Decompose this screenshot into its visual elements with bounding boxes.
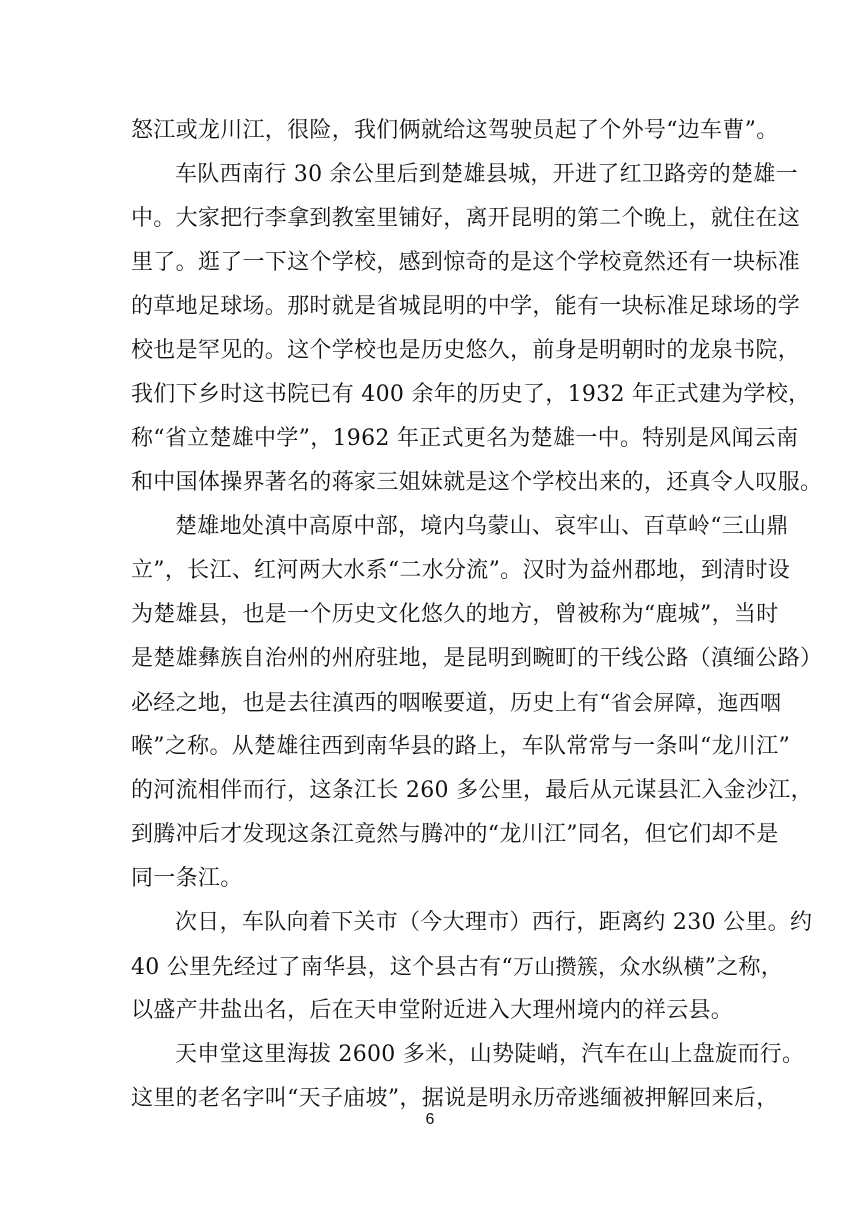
page-number: 6 <box>425 1111 435 1128</box>
quoted-text: 省会屏障，迤西咽 <box>610 691 782 715</box>
text-line: 是楚雄彝族自治州的州府驻地，是昆明到畹町的干线公路（滇缅公路） <box>131 646 823 671</box>
text-line: 立”，长江、红河两大水系“二水分流”。汉时为益州郡地，到清时设 <box>131 558 791 583</box>
text-line: 喉”之称。从楚雄往西到南华县的路上，车队常常与一条叫“龙川江” <box>131 734 791 759</box>
paragraph-start: 天申堂这里海拔 2600 多米，山势陡峭，汽车在山上盘旋而行。 <box>175 1042 805 1067</box>
paragraph-start: 车队西南行 30 余公里后到楚雄县城，开进了红卫路旁的楚雄一 <box>175 162 798 187</box>
text-line <box>131 683 782 723</box>
text-line: 这里的老名字叫“天子庙坡”，据说是明永历帝逃缅被押解回来后， <box>131 1086 779 1111</box>
text-line: 和中国体操界著名的蒋家三姐妹就是这个学校出来的，还真令人叹服。 <box>131 470 823 495</box>
quoted-text: 万山攒簇，众水纵横 <box>512 955 705 979</box>
text-line <box>131 947 784 987</box>
text-segment: 必经之地，也是去往滇西的咽喉要道，历史上有“ <box>131 691 611 716</box>
text-line: 我们下乡时这书院已有 400 余年的历史了，1932 年正式建为学校， <box>131 382 811 407</box>
text-line: 到腾冲后才发现这条江竟然与腾冲的“龙川江”同名，但它们却不是 <box>131 822 779 847</box>
text-line: 里了。逛了一下这个学校，感到惊奇的是这个学校竟然还有一块标准 <box>131 250 801 275</box>
paragraph-start: 次日，车队向着下关市（今大理市）西行，距离约 230 公里。约 <box>175 910 813 935</box>
text-line: 的河流相伴而行，这条江长 260 多公里，最后从元谋县汇入金沙江， <box>131 778 813 803</box>
text-segment: 40 公里先经过了南华县，这个县古有“ <box>131 955 513 980</box>
text-line: 同一条江。 <box>131 866 243 891</box>
text-line: 的草地足球场。那时就是省城昆明的中学，能有一块标准足球场的学 <box>131 294 801 319</box>
text-line: 校也是罕见的。这个学校也是历史悠久，前身是明朝时的龙泉书院， <box>131 338 801 363</box>
text-segment: ”之称， <box>704 955 784 980</box>
text-line: 以盛产井盐出名，后在天申堂附近进入大理州境内的祥云县。 <box>131 998 734 1023</box>
paragraph-start: 楚雄地处滇中高原中部，境内乌蒙山、哀牢山、百草岭“三山鼎 <box>175 514 789 539</box>
text-line: 怒江或龙川江，很险，我们俩就给这驾驶员起了个外号“边车曹”。 <box>131 118 779 143</box>
text-line: 为楚雄县，也是一个历史文化悠久的地方，曾被称为“鹿城”，当时 <box>131 602 779 627</box>
text-line: 称“省立楚雄中学”，1962 年正式更名为楚雄一中。特别是风闻云南 <box>131 426 799 451</box>
text-line: 中。大家把行李拿到教室里铺好，离开昆明的第二个晚上，就住在这 <box>131 206 801 231</box>
